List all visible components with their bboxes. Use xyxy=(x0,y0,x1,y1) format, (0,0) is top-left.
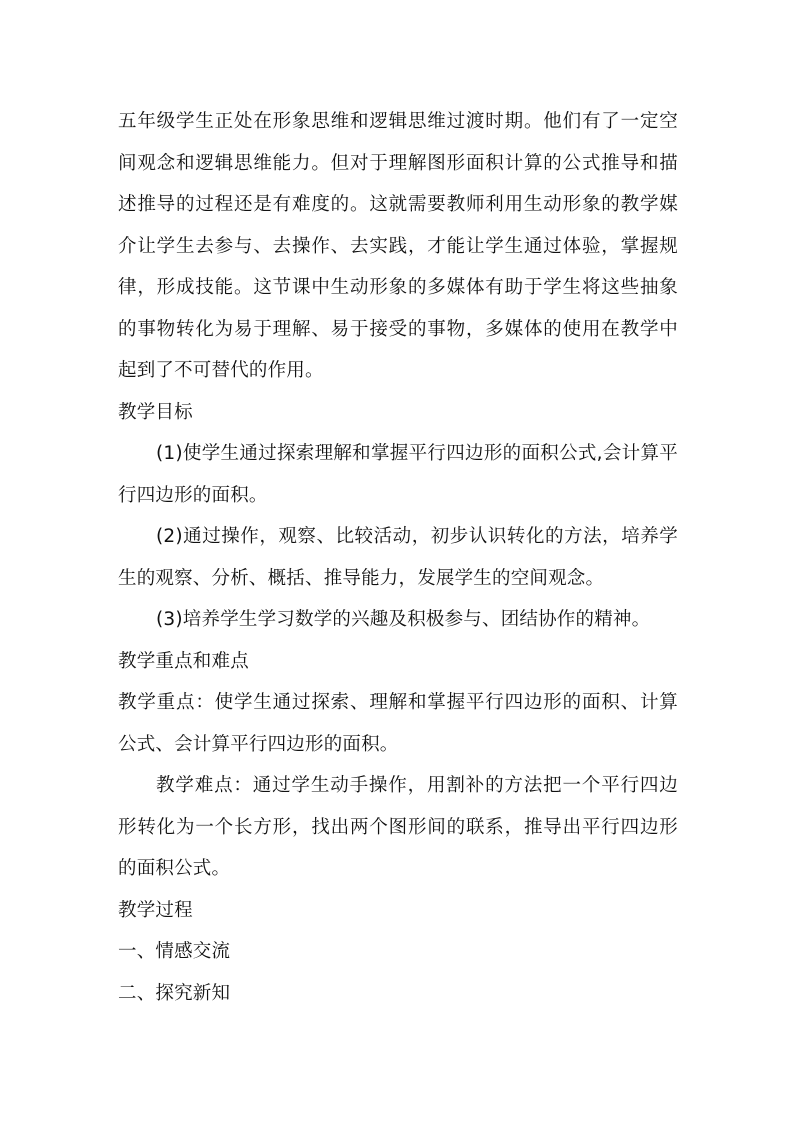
focus-paragraph: 教学重点：使学生通过探索、理解和掌握平行四边形的面积、计算公式、会计算平行四边形的面积。 xyxy=(118,692,678,755)
objectives-heading: 教学目标 xyxy=(118,401,193,423)
process-heading: 教学过程 xyxy=(118,899,193,921)
key-points-heading: 教学重点和难点 xyxy=(118,650,249,672)
difficulty-paragraph: 教学难点：通过学生动手操作，用割补的方法把一个平行四边形转化为一个长方形，找出两个图形间的联系，推导出平行四边形的面积公式。 xyxy=(118,775,678,879)
process-step-2: 二、探究新知 xyxy=(118,982,231,1004)
objective-item-1: (1)使学生通过探索理解和掌握平行四边形的面积公式,会计算平行四边形的面积。 xyxy=(118,443,678,506)
document-body xyxy=(118,101,678,1014)
intro-paragraph: 五年级学生正处在形象思维和逻辑思维过渡时期。他们有了一定空间观念和逻辑思维能力。但对于理解图形面积计算的公式推导和描述推导的过程还是有难度的。这就需要教师利用生动形象的教学媒介让学生去参与、去操作、去实践，才能让学生通过体验，掌握规律，形成技能。这节课中生动形象的多媒体有助于学生将这些抽象的事物转化为易于理解、易于接受的事物，多媒体的使用在教学中起到了不可替代的作用。 xyxy=(118,111,678,381)
objective-item-3: (3)培养学生学习数学的兴趣及积极参与、团结协作的精神。 xyxy=(156,609,651,630)
process-step-1: 一、情感交流 xyxy=(118,941,231,962)
objective-item-2: (2)通过操作，观察、比较活动，初步认识转化的方法，培养学生的观察、分析、概括、推导能力，发展学生的空间观念。 xyxy=(118,526,678,589)
